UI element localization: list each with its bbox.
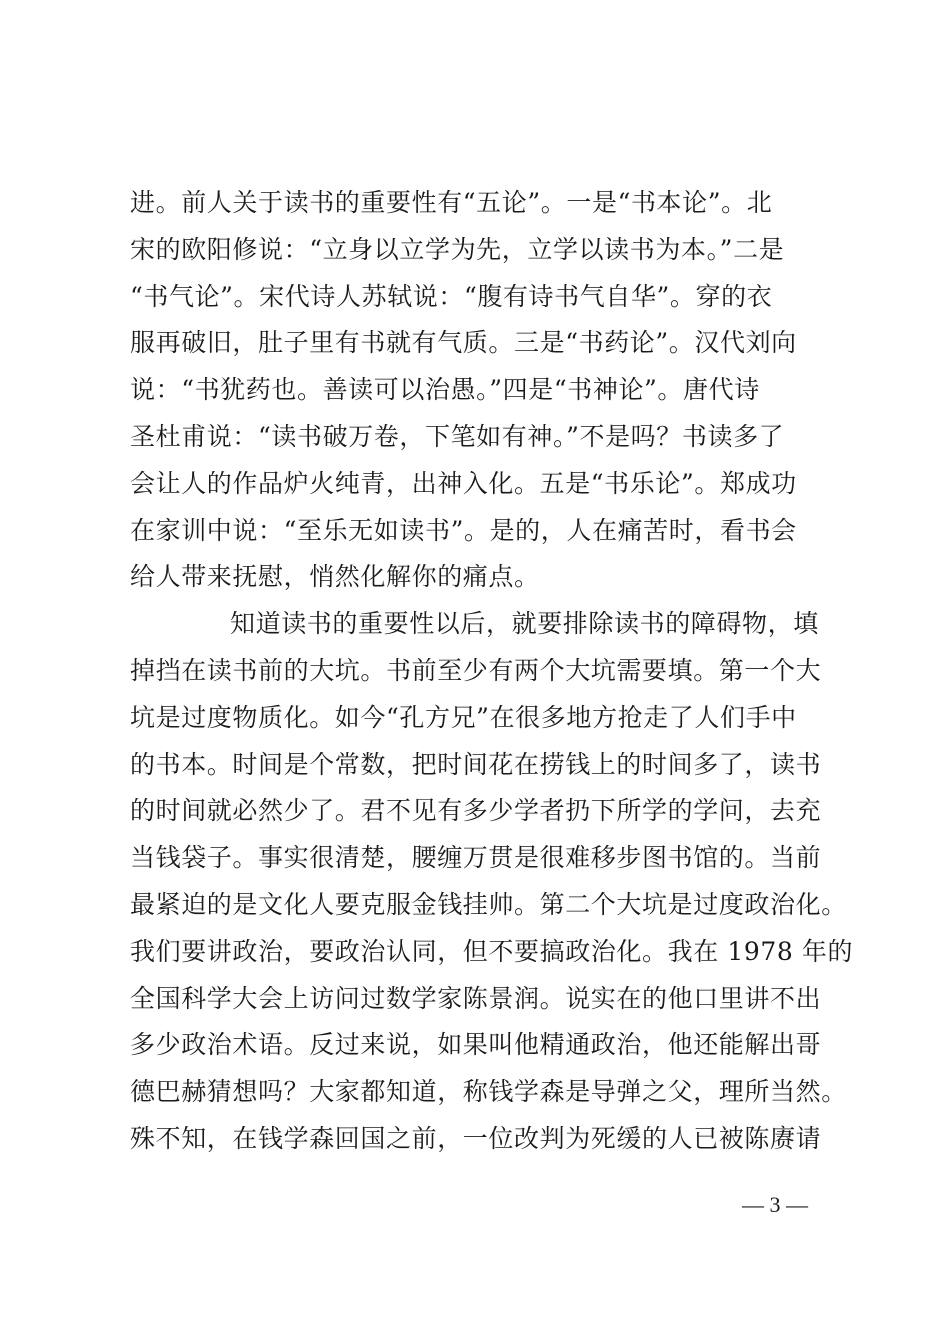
text-line: 德巴赫猜想吗？大家都知道，称钱学森是导弹之父，理所当然。 xyxy=(130,1077,847,1107)
text-line: 的书本。时间是个常数，把时间花在捞钱上的时间多了，读书 xyxy=(130,749,822,779)
text-line: 全国科学大会上访问过数学家陈景润。说实在的他口里讲不出 xyxy=(130,983,822,1013)
body-text xyxy=(130,180,860,1163)
text-line: “书气论”。宋代诗人苏轼说：“腹有诗书气自华”。穿的衣 xyxy=(130,281,773,311)
text-line: 的时间就必然少了。君不见有多少学者扔下所学的学问，去充 xyxy=(130,796,822,826)
text-line: 坑是过度物质化。如今“孔方兄”在很多地方抢走了人们手中 xyxy=(130,702,797,732)
text-line: 在家训中说：“至乐无如读书”。是的，人在痛苦时，看书会 xyxy=(130,515,797,545)
page-number: — 3 — xyxy=(742,1192,808,1217)
text-line: 服再破旧，肚子里有书就有气质。三是“书药论”。汉代刘向 xyxy=(130,328,797,358)
text-line: 我们要讲政治，要政治认同，但不要搞政治化。我在 1978 年的 xyxy=(130,936,854,966)
paragraph-start-line: 知道读书的重要性以后，就要排除读书的障碍物，填 xyxy=(230,609,819,639)
text-line: 圣杜甫说：“读书破万卷，下笔如有神。”不是吗？书读多了 xyxy=(130,421,785,451)
text-line: 进。前人关于读书的重要性有“五论”。一是“书本论”。北 xyxy=(130,188,773,217)
text-line: 殊不知，在钱学森回国之前，一位改判为死缓的人已被陈赓请 xyxy=(130,1123,822,1153)
text-line: 宋的欧阳修说：“立身以立学为先，立学以读书为本。”二是 xyxy=(130,234,785,264)
text-line: 会让人的作品炉火纯青，出神入化。五是“书乐论”。郑成功 xyxy=(130,468,797,498)
text-line: 当钱袋子。事实很清楚，腰缠万贯是很难移步图书馆的。当前 xyxy=(130,843,822,873)
text-line: 给人带来抚慰，悄然化解你的痛点。 xyxy=(130,562,540,592)
text-line: 掉挡在读书前的大坑。书前至少有两个大坑需要填。第一个大 xyxy=(130,655,822,685)
text-line: 多少政治术语。反过来说，如果叫他精通政治，他还能解出哥 xyxy=(130,1030,822,1060)
text-line: 最紧迫的是文化人要克服金钱挂帅。第二个大坑是过度政治化。 xyxy=(130,889,847,919)
text-line: 说：“书犹药也。善读可以治愚。”四是“书神论”。唐代诗 xyxy=(130,375,760,405)
